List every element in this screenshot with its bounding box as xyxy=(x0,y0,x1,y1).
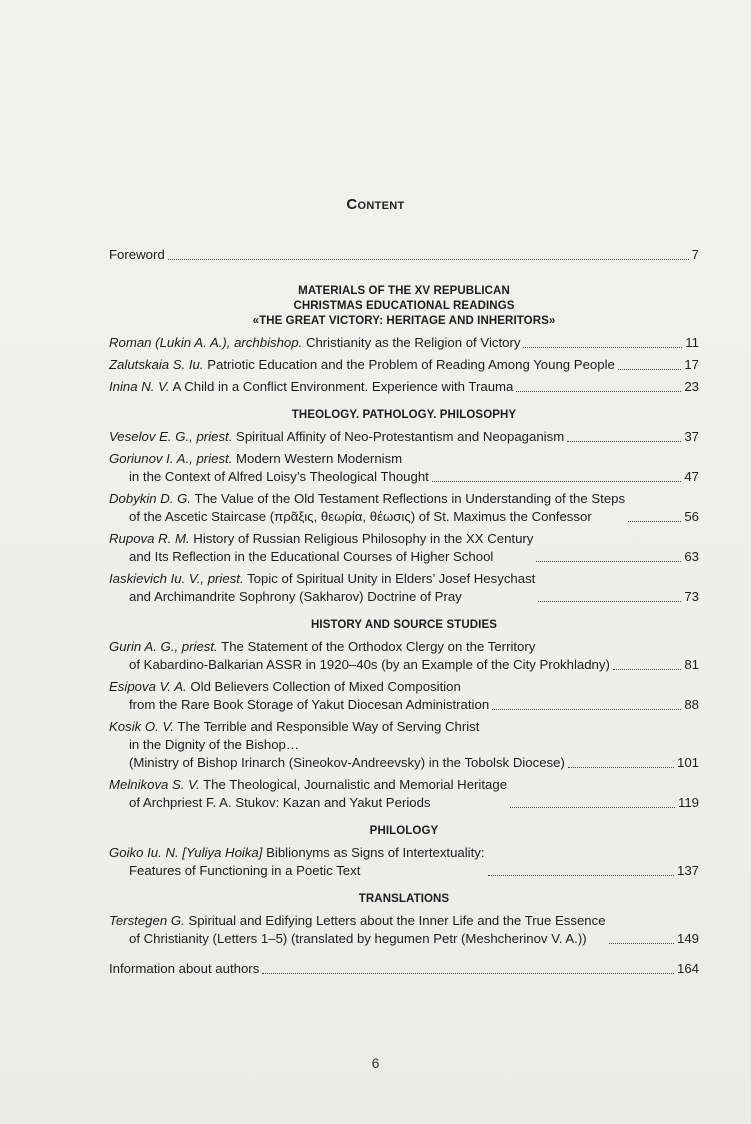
entry-title-line: Christianity as the Religion of Victory xyxy=(305,335,521,350)
entry-page-number: 56 xyxy=(684,509,699,524)
dot-leader xyxy=(432,481,681,482)
entry-first-line xyxy=(109,428,564,446)
entry-page-number: 7 xyxy=(691,247,699,262)
entry-title: Information about authors xyxy=(109,961,260,976)
toc-entry-authors-info[interactable] xyxy=(109,960,699,978)
entry-first-line xyxy=(109,450,429,468)
table-of-contents xyxy=(109,246,699,982)
entry-title-line: in the Dignity of the Bishop… xyxy=(129,737,300,752)
entry-continuation-line xyxy=(109,794,507,812)
toc-entry[interactable] xyxy=(109,356,699,374)
entry-text xyxy=(109,912,606,948)
entry-continuation-line xyxy=(109,736,565,754)
entry-page-number: 17 xyxy=(684,357,699,372)
entry-first-line xyxy=(109,776,507,794)
entry-title-line: and Archimandrite Sophrony (Sakharov) Doctrine of Pray xyxy=(129,589,462,604)
entry-continuation-line xyxy=(109,468,429,486)
dot-leader xyxy=(516,391,681,392)
dot-leader xyxy=(168,259,689,260)
section-heading xyxy=(109,618,699,633)
entry-text xyxy=(109,356,615,374)
entry-first-line xyxy=(109,530,533,548)
toc-entry[interactable] xyxy=(109,570,699,606)
entry-page-number: 37 xyxy=(684,429,699,444)
entry-author: Kosik O. V. xyxy=(109,719,174,734)
entry-first-line xyxy=(109,844,485,862)
toc-entry[interactable] xyxy=(109,678,699,714)
entry-first-line xyxy=(109,718,565,736)
entry-title-line: (Ministry of Bishop Irinarch (Sineokov-Andreevsky) in the Tobolsk Diocese) xyxy=(129,755,565,770)
entry-title-line: The Theological, Journalistic and Memorial Heritage xyxy=(203,777,508,792)
entry-title-line: in the Context of Alfred Loisy’s Theological Thought xyxy=(129,469,429,484)
entry-author: Esipova V. A. xyxy=(109,679,187,694)
entry-title-line: The Terrible and Responsible Way of Serving Christ xyxy=(177,719,480,734)
dot-leader xyxy=(609,943,674,944)
toc-entry[interactable] xyxy=(109,912,699,948)
section-heading-line: CHRISTMAS EDUCATIONAL READINGS xyxy=(293,300,515,312)
entry-text xyxy=(109,530,533,566)
entry-page-number: 119 xyxy=(677,795,699,810)
toc-entry[interactable] xyxy=(109,638,699,674)
toc-entry[interactable] xyxy=(109,530,699,566)
toc-entry[interactable] xyxy=(109,378,699,396)
dot-leader xyxy=(567,441,681,442)
entry-title-line: Patriotic Education and the Problem of Reading Among Young People xyxy=(207,357,615,372)
entry-first-line xyxy=(109,356,615,374)
section-heading xyxy=(109,824,699,839)
entry-title: Foreword xyxy=(109,247,165,262)
entry-title-line: and Its Reflection in the Educational Courses of Higher School xyxy=(129,549,494,564)
entry-page-number: 164 xyxy=(676,961,699,976)
entry-first-line xyxy=(109,912,606,930)
entry-text xyxy=(109,718,565,772)
entry-title-line: Features of Functioning in a Poetic Text xyxy=(129,863,361,878)
section-heading-line: MATERIALS OF THE XV REPUBLICAN xyxy=(298,285,510,297)
dot-leader xyxy=(262,973,674,974)
dot-leader xyxy=(568,767,674,768)
entry-text xyxy=(109,450,429,486)
entry-text xyxy=(109,378,513,396)
page-number: 6 xyxy=(371,1055,380,1071)
entry-text xyxy=(109,638,610,674)
entry-title-line: History of Russian Religious Philosophy in the XX Century xyxy=(193,531,534,546)
entry-first-line xyxy=(109,570,535,588)
toc-entry[interactable] xyxy=(109,490,699,526)
spacer xyxy=(109,952,699,960)
entry-page-number: 81 xyxy=(684,657,699,672)
section-heading-line: «THE GREAT VICTORY: HERITAGE AND INHERITORS» xyxy=(252,315,556,327)
entry-continuation-line xyxy=(109,754,565,772)
entry-author: Zalutskaia S. Iu. xyxy=(109,357,204,372)
entry-title-line: A Child in a Conflict Environment. Experience with Trauma xyxy=(172,379,514,394)
entry-text xyxy=(109,490,625,526)
entry-continuation-line xyxy=(109,656,610,674)
entry-continuation-line xyxy=(109,696,489,714)
dot-leader xyxy=(538,601,681,602)
entry-author: Goiko Iu. N. [Yuliya Hoika] xyxy=(109,845,263,860)
entry-first-line xyxy=(109,378,513,396)
entry-title-line: Modern Western Modernism xyxy=(236,451,403,466)
dot-leader xyxy=(492,709,681,710)
entry-title-line: Spiritual and Edifying Letters about the Inner Life and the True Essence xyxy=(188,913,606,928)
entry-page-number: 88 xyxy=(684,697,699,712)
toc-entry-foreword[interactable] xyxy=(109,246,699,264)
entry-text xyxy=(109,428,564,446)
entry-author: Veselov E. G., priest. xyxy=(109,429,233,444)
entry-author: Rupova R. M. xyxy=(109,531,190,546)
entry-page-number: 47 xyxy=(684,469,699,484)
entry-title-line: Spiritual Affinity of Neo-Protestantism and Neopaganism xyxy=(236,429,565,444)
toc-entry[interactable] xyxy=(109,334,699,352)
entry-text xyxy=(109,678,489,714)
entry-author: Roman (Lukin A. A.), archbishop. xyxy=(109,335,303,350)
entry-first-line xyxy=(109,490,625,508)
toc-entry[interactable] xyxy=(109,844,699,880)
dot-leader xyxy=(536,561,681,562)
toc-entry[interactable] xyxy=(109,450,699,486)
entry-page-number: 149 xyxy=(676,931,699,946)
entry-text xyxy=(109,844,485,880)
entry-title-line: Topic of Spiritual Unity in Elders’ Josef Hesychast xyxy=(247,571,536,586)
entry-continuation-line xyxy=(109,548,533,566)
entry-author: Melnikova S. V. xyxy=(109,777,200,792)
entry-title-line: The Statement of the Orthodox Clergy on the Territory xyxy=(221,639,536,654)
entry-page-number: 23 xyxy=(684,379,699,394)
entry-continuation-line xyxy=(109,588,535,606)
entry-title-line: of Archpriest F. A. Stukov: Kazan and Yakut Periods xyxy=(129,795,431,810)
section-heading xyxy=(109,408,699,423)
entry-title-line: Old Believers Collection of Mixed Composition xyxy=(190,679,461,694)
entry-first-line xyxy=(109,638,610,656)
entry-author: Goriunov I. A., priest. xyxy=(109,451,233,466)
entry-author: Gurin A. G., priest. xyxy=(109,639,218,654)
dot-leader xyxy=(488,875,674,876)
dot-leader xyxy=(510,807,675,808)
entry-author: Dobykin D. G. xyxy=(109,491,192,506)
entry-first-line xyxy=(109,678,489,696)
entry-page-number: 11 xyxy=(685,335,699,350)
entry-page-number: 73 xyxy=(684,589,699,604)
entry-author: Terstegen G. xyxy=(109,913,185,928)
entry-title-line: of the Ascetic Staircase (πρᾶξις, θεωρία, θέωσις) of St. Maximus the Confessor xyxy=(129,509,592,524)
page-title: Content xyxy=(346,196,405,213)
section-heading-line: HISTORY AND SOURCE STUDIES xyxy=(311,619,497,631)
toc-entry[interactable] xyxy=(109,776,699,812)
section-heading xyxy=(109,284,699,329)
toc-entry[interactable] xyxy=(109,718,699,772)
entry-author: Iaskievich Iu. V., priest. xyxy=(109,571,244,586)
entry-text xyxy=(109,776,507,812)
entry-first-line xyxy=(109,334,520,352)
toc-entry[interactable] xyxy=(109,428,699,446)
entry-continuation-line xyxy=(109,508,625,526)
entry-title-line: Biblionyms as Signs of Intertextuality: xyxy=(266,845,485,860)
entry-continuation-line xyxy=(109,862,485,880)
section-heading-line: TRANSLATIONS xyxy=(358,893,450,905)
entry-continuation-line xyxy=(109,930,606,948)
entry-page-number: 137 xyxy=(676,863,699,878)
entry-text xyxy=(109,570,535,606)
dot-leader xyxy=(618,369,681,370)
entry-title-line: of Christianity (Letters 1–5) (translated by hegumen Petr (Meshcherinov V. A.)) xyxy=(129,931,587,946)
section-heading xyxy=(109,892,699,907)
dot-leader xyxy=(523,347,682,348)
entry-page-number: 101 xyxy=(676,755,699,770)
entry-page-number: 63 xyxy=(684,549,699,564)
dot-leader xyxy=(628,521,681,522)
entry-title-line: from the Rare Book Storage of Yakut Diocesan Administration xyxy=(129,697,490,712)
dot-leader xyxy=(613,669,681,670)
section-heading-line: THEOLOGY. PATHOLOGY. PHILOSOPHY xyxy=(291,409,517,421)
entry-title-line: The Value of the Old Testament Reflections in Understanding of the Steps xyxy=(194,491,626,506)
entry-title-line: of Kabardino-Balkarian ASSR in 1920–40s (by an Example of the City Prokhladny) xyxy=(129,657,610,672)
section-heading-line: PHILOLOGY xyxy=(369,825,439,837)
entry-author: Inina N. V. xyxy=(109,379,170,394)
entry-text xyxy=(109,334,520,352)
